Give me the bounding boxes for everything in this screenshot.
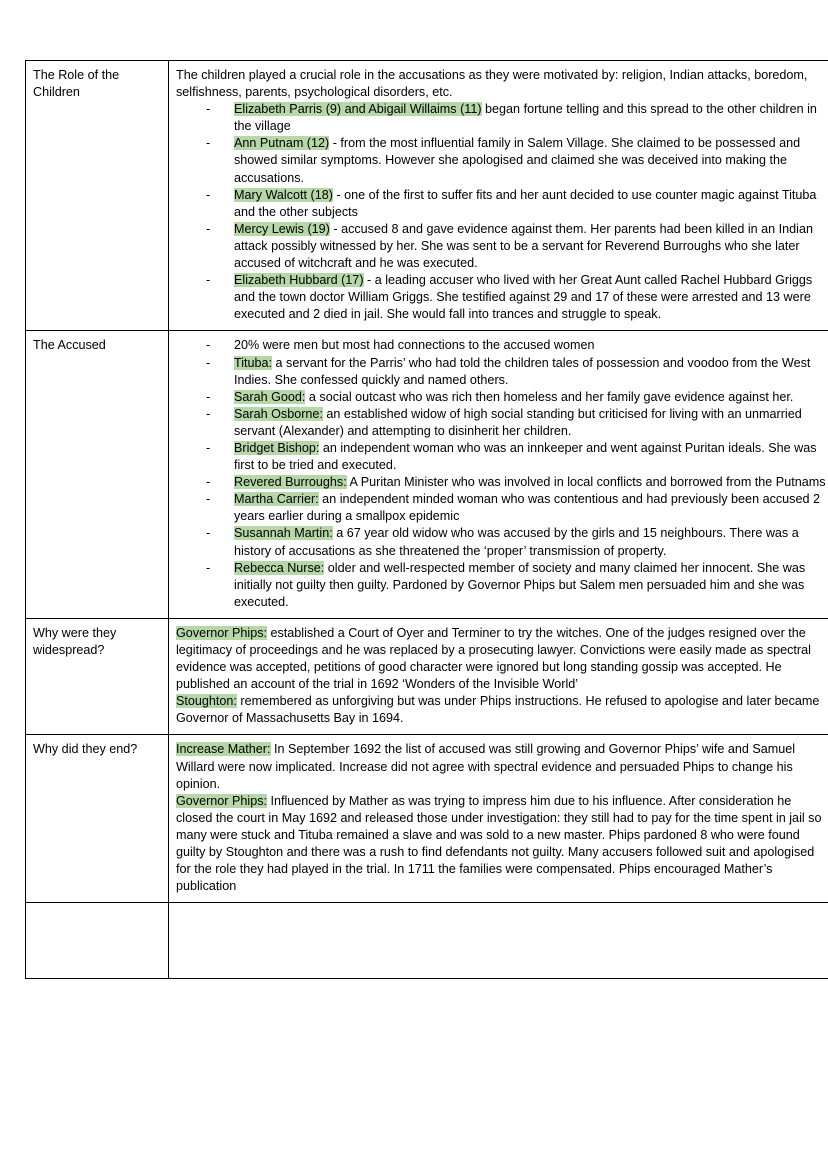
row-label-cell xyxy=(26,618,169,735)
list-item-text: 20% were men but most had connections to the accused women xyxy=(234,338,595,353)
highlighted-term: Mary Walcott (18) xyxy=(234,187,333,202)
list-item xyxy=(206,440,826,474)
list-item xyxy=(206,187,826,221)
highlighted-term: Increase Mather: xyxy=(176,742,271,757)
list-item-text: - one of the first to suffer fits and her aunt decided to use counter magic against Tituba and the other subjects xyxy=(234,187,817,219)
highlighted-term: Tituba: xyxy=(234,355,273,370)
row-label: The Accused xyxy=(33,338,106,353)
list-item-text: - from the most influential family in Salem Village. She claimed to be possessed and showed similar symptoms. However she apologised and claimed she was deceived into making the accusations. xyxy=(234,136,801,185)
highlighted-term: Elizabeth Hubbard (17) xyxy=(234,273,364,288)
table-row xyxy=(26,735,828,903)
row-label-cell xyxy=(26,61,169,331)
row-label: The Role of the Children xyxy=(33,68,120,100)
list-item-text: a servant for the Parris’ who had told the children tales of possession and voodoo from the West Indies. She confessed quickly and named others. xyxy=(234,355,811,387)
highlighted-term: Rebecca Nurse: xyxy=(234,560,325,575)
list-item xyxy=(206,406,826,440)
paragraph-text: Influenced by Mather as was trying to impress him due to his influence. After consideration he closed the court in May 1692 and released those under investigation: they still had to pay for the time spent in jail so many were stuck and Tituba remained a slave and was sold to a new master. Phips pardoned 8 who were found guilty by Stoughton and there was a rush to find defendants not guilty. Many accusers followed suit and apologised for the role they had played in the trial. In 1711 the families were compensated. Phips encouraged Mather’s publication xyxy=(176,793,822,894)
row-intro-text: The children played a crucial role in the accusations as they were motivated by: religion, Indian attacks, boredom, selfishness, parents, psychological disorders, etc. xyxy=(176,68,808,100)
list-item xyxy=(206,389,826,406)
list-item-text: a social outcast who was rich then homeless and her family gave evidence against her. xyxy=(305,389,794,404)
list-item-text: an independent woman who was an innkeeper and went against Puritan ideals. She was first to be tried and executed. xyxy=(234,440,817,473)
table-row xyxy=(26,331,828,619)
row-content-cell xyxy=(169,618,828,735)
list-item xyxy=(206,221,826,272)
list-item-text: - a leading accuser who lived with her Great Aunt called Rachel Hubbard Griggs and the town doctor William Griggs. She testified against 29 and 17 of these were arrested and 13 were executed and 2 died in jail. She would fall into trances and struggle to speak. xyxy=(234,273,813,322)
row-content-cell xyxy=(169,61,828,331)
list-item-text: A Puritan Minister who was involved in local conflicts and borrowed from the Putnams xyxy=(346,475,826,490)
list-item-text: began fortune telling and this spread to the other children in the village xyxy=(234,102,817,134)
list-item-text: an independent minded woman who was contentious and had previously been accused 2 years earlier during a smallpox epidemic xyxy=(234,492,820,524)
row-content-cell xyxy=(169,331,828,619)
paragraph-text: established a Court of Oyer and Terminer to try the witches. One of the judges resigned over the legitimacy of proceedings and he was replaced by a prosecuting lawyer. Convictions were easily made as spectral evidence was accepted, petitions of good character were ignored but long standing gossip was accepted. He published an account of the trial in 1692 ‘Wonders of the Invisible World’ xyxy=(176,625,811,692)
highlighted-term: Governor Phips: xyxy=(176,625,267,640)
list-item xyxy=(206,101,826,135)
highlighted-term: Mercy Lewis (19) xyxy=(234,221,330,236)
list-item xyxy=(206,337,826,354)
list-item xyxy=(206,135,826,186)
row-label: Why were they widespread? xyxy=(33,625,117,657)
paragraph xyxy=(176,741,826,792)
highlighted-term: Revered Burroughs: xyxy=(234,475,347,490)
list-item-text: a 67 year old widow who was accused by the girls and 15 neighbours. There was a history of accusations as she threatened the ‘proper’ transmission of property. xyxy=(234,526,799,558)
highlighted-term: Governor Phips: xyxy=(176,793,267,808)
table-body xyxy=(26,61,828,979)
list-item xyxy=(206,474,826,491)
list-item-text: older and well-respected member of society and many claimed her innocent. She was initially not guilty then guilty. Pardoned by Governor Phips but Salem men persuaded him and she was executed. xyxy=(234,560,806,609)
revision-table xyxy=(25,60,828,979)
row-label: Why did they end? xyxy=(33,742,138,757)
row-label-cell xyxy=(26,331,169,619)
row-content-cell xyxy=(169,903,828,979)
list-item xyxy=(206,560,826,611)
table-row xyxy=(26,61,828,331)
paragraph-text: remembered as unforgiving but was under Phips instructions. He refused to apologise and later became Governor of Massachusetts Bay in 1694. xyxy=(176,694,820,726)
list-item xyxy=(206,525,826,559)
bullet-list xyxy=(176,337,826,611)
row-content-cell xyxy=(169,735,828,903)
list-item xyxy=(206,272,826,323)
highlighted-term: Sarah Osborne: xyxy=(234,406,323,421)
highlighted-term: Stoughton: xyxy=(176,694,237,709)
list-item-text: - accused 8 and gave evidence against them. Her parents had been killed in an Indian attack possibly witnessed by her. She was sent to be a servant for Reverend Burroughs who she later accused of witchcraft and he was executed. xyxy=(234,221,813,271)
table-row-empty xyxy=(26,903,828,979)
highlighted-term: Susannah Martin: xyxy=(234,526,333,541)
paragraph-text: In September 1692 the list of accused was still growing and Governor Phips’ wife and Samuel Willard were now implicated. Increase did not agree with spectral evidence and persuaded Phips to change his opinion. xyxy=(176,742,796,791)
row-label-cell xyxy=(26,735,169,903)
highlighted-term: Ann Putnam (12) xyxy=(234,136,330,151)
list-item-text: an established widow of high social standing but criticised for living with an unmarried servant (Alexander) and attempting to disinherit her children. xyxy=(234,406,802,438)
paragraph xyxy=(176,793,826,896)
paragraph xyxy=(176,625,826,693)
list-item xyxy=(206,355,826,389)
highlighted-term: Elizabeth Parris (9) and Abigail Willaims (11) xyxy=(234,102,482,117)
row-label-cell xyxy=(26,903,169,979)
highlighted-term: Bridget Bishop: xyxy=(234,440,320,455)
paragraph xyxy=(176,693,826,727)
highlighted-term: Sarah Good: xyxy=(234,389,306,404)
bullet-list xyxy=(176,101,826,323)
table-row xyxy=(26,618,828,735)
highlighted-term: Martha Carrier: xyxy=(234,492,319,507)
list-item xyxy=(206,491,826,525)
